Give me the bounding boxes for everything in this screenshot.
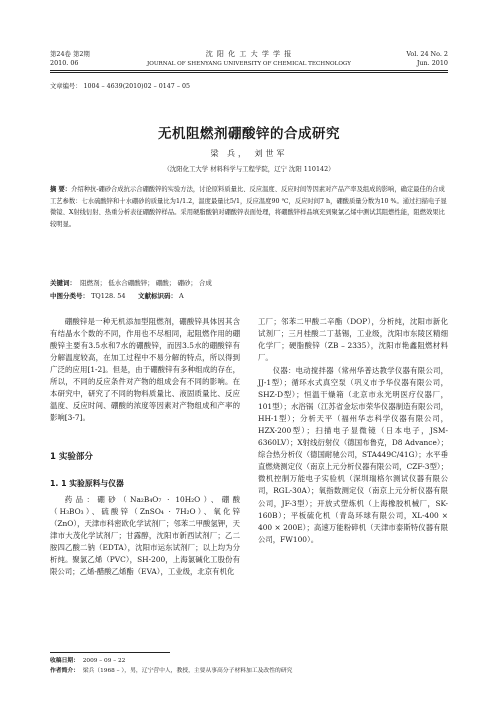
header-rule	[50, 70, 448, 71]
keywords	[50, 278, 212, 287]
clc-label: 中图分类号：	[50, 292, 89, 300]
header-date-en: Jun. 2010	[416, 59, 448, 67]
footnote-rule	[50, 652, 170, 653]
paper-title: 无机阻燃剂硼酸锌的合成研究	[158, 126, 340, 142]
reagents-continued: 工厂；邻苯二甲酸二辛酯（DOP），分析纯，沈阳市新化试剂厂；三月桂酸二丁基锡，工业级，沈阳市东陵区精细化学厂；硬脂酸锌（ZB – 2335），沈阳市艳鑫阻燃材料厂。	[258, 317, 448, 363]
doc-code-value: A	[179, 292, 184, 300]
journal-name-cn: 沈 阳 化 工 大 学 学 报	[205, 50, 293, 58]
classification	[50, 291, 184, 300]
section-1-1-heading: 1. 1 实验原料与仪器	[50, 479, 124, 488]
header-vol-en: Vol. 24 No. 2	[406, 50, 448, 58]
received-value: 2009 – 09 – 22	[82, 658, 126, 664]
abstract	[50, 184, 448, 230]
clc-value: TQ128. 54	[91, 292, 126, 300]
header-rule-thin	[50, 72, 448, 73]
abstract-label: 摘 要：	[50, 186, 72, 193]
section-1-heading: 1 实验部分	[50, 452, 93, 462]
abstract-text: 介绍种抗-硼砂合成抗示合硼酸锌的实验方法，讨论原料质量比、反应温度、反应时间等因素对产品产率及组成的影响，确定最佳的合成工艺参数：七水硫酸锌和十水硼砂的质量比为1/1.2，温度最量比5/1，反应温度90 ℃，反应时间7 h，硼酸质量分数为10 %。通过扫描电子显微镜、X射线衍射、热重分析表征硼酸锌样品。采用硬脂酸钠对硼酸锌表面处理，将硼酸锌样品填充到聚氯乙烯中测试其阻燃性能，阻燃效果比较明显。	[50, 186, 447, 228]
intro-text: 硼酸锌是一种无机添加型阻燃剂，硼酸锌具体因其含有结晶水个数的不同，作用也不尽相同，起阻燃作用的硼酸锌主要有3.5水和7水的硼酸锌，而因3.5水的硼酸锌有分解温度较高，在加工过程中不易分解的特点，所以得到广泛的应用[1-2]。但是，由于硼酸锌有多种组成的存在，所以，不同的反应条件对产物的组成会有不同的影响。在本研究中，研究了不同的物料质量比、液固质量比、反应温度、反应时间、硼酸的浓度等因素对产物组成和产率的影响[3-7]。	[50, 317, 240, 423]
materials-paragraph	[50, 494, 240, 646]
keywords-text: 阻燃剂； 低水合硼酸锌； 硼酸； 硼砂； 合成	[80, 279, 212, 287]
header-date: 2010. 06	[50, 59, 79, 67]
instruments-text: 仪器：电动搅拌器（常州华普达教学仪器有限公司，JJ-1型）；循环水式真空泵（巩义市予华仪器有限公司，SHZ-D型）；恒温干燥箱（北京市永光明医疗仪器厂，101型）；水浴锅（江苏省金坛市荣华仪器制造有限公司，HH-1型）；分析天平（福州华志科学仪器有限公司，HZX-200型）；扫描电子显微镜（日本电子，JSM-6360LV）；X射线衍射仪（德国布鲁克，D8 Advance）；综合热分析仪（德国耐驰公司，STA449C/41G）；水平垂直燃烧测定仪（南京上元分析仪器有限公司，CZF-3型）；微机控制万能电子实验机（深圳瑞格尔测试仪器有限公司，RGL-30A）；氧指数测定仪（南京上元分析仪器有限公司，JF-3型）；开放式塑炼机（上海橡胶机械厂，SK-160B）；平板硫化机（青岛环球有限公司，XL-400 × 400 × 200E）；高速万能粉碎机（天津市泰斯特仪器有限公司，FW100）。	[258, 366, 448, 544]
authors: 梁 兵， 刘世军	[210, 149, 288, 158]
received-date	[50, 655, 125, 664]
article-number: 文章编号： 1004 – 4639(2010)02 – 0147 – 05	[50, 83, 190, 90]
materials-text: 药品：硼砂（Na₂B₄O₇ · 10H₂O）、硼酸（H₃BO₃）、硫酸锌（ZnSO₄ · 7H₂O）、氧化锌（ZnO），天津市科密欧化学试剂厂；邻苯二甲酸氢钾，天津市大茂化学试剂厂；甘露醇，沈阳市新西试剂厂；乙二胺四乙酸二钠（EDTA），沈阳市运东试剂厂；以上均为分析纯。聚氯乙烯（PVC），SH-200，上海氯碱化工股份有限公司；乙烯-醋酸乙烯酯（EVA），工业级，北京有机化	[50, 495, 240, 577]
keywords-label: 关键词：	[50, 279, 76, 287]
journal-name-en: JOURNAL OF SHENYANG UNIVERSITY OF CHEMICAL TECHNOLOGY	[146, 61, 351, 67]
instruments-paragraph	[258, 365, 448, 650]
intro-paragraph	[50, 316, 240, 436]
received-label: 收稿日期：	[50, 658, 79, 664]
bio-label: 作者简介：	[50, 668, 79, 674]
affiliation: （沈阳化工大学 材料科学与工程学院，辽宁 沈阳 110142）	[163, 165, 335, 173]
header-volume: 第24卷 第2期	[50, 50, 90, 58]
doc-code-label: 文献标识码：	[137, 292, 177, 300]
bio-text: 梁兵（1968 – ），男，辽宁营中人，教授，主要从事高分子材料加工及改性的研究	[82, 668, 293, 674]
author-bio	[50, 665, 292, 674]
right-col-continuation	[258, 316, 448, 366]
